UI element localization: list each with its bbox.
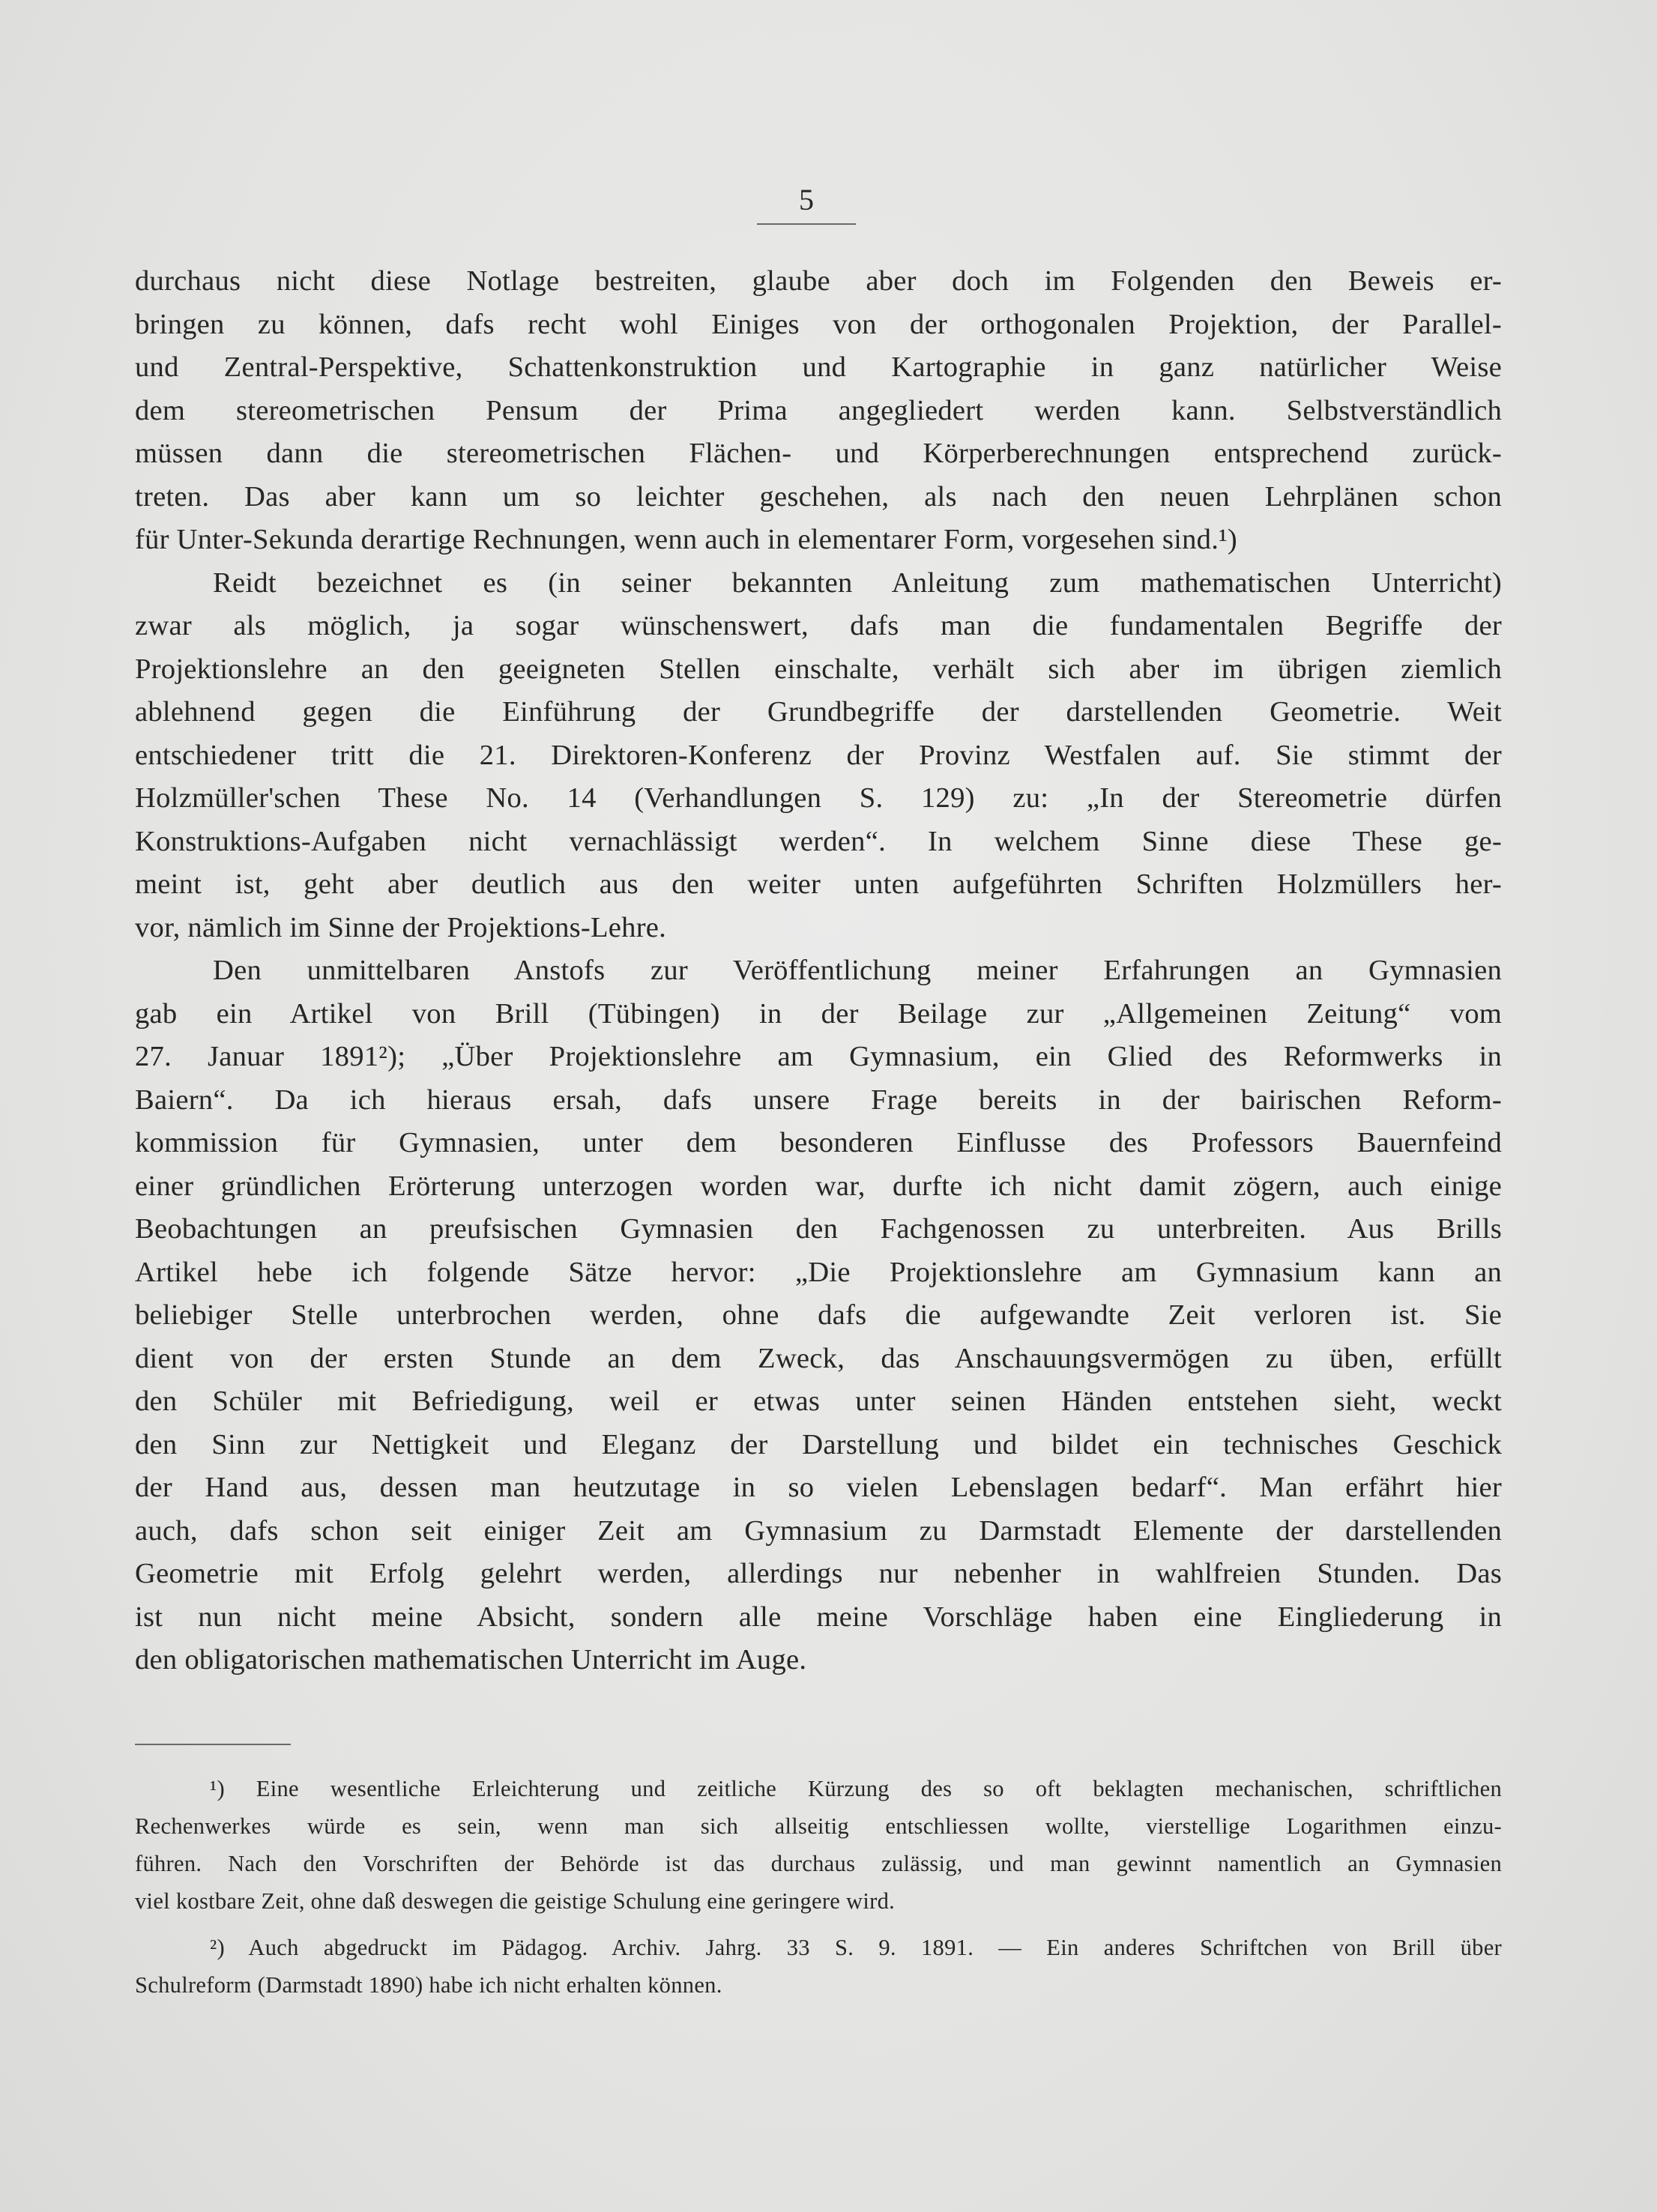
text-line: dem stereometrischen Pensum der Prima angegliedert werden kann. Selbstverständlich: [135, 394, 1502, 426]
footnote-divider: [135, 1744, 291, 1745]
footnotes: [135, 1770, 1502, 2013]
text-line: ist nun nicht meine Absicht, sondern alle meine Vorschläge haben eine Eingliederung in: [135, 1601, 1502, 1633]
paragraph-3: [135, 949, 1502, 1682]
text-line: Konstruktions-Aufgaben nicht vernachlässigt werden“. In welchem Sinne diese These ge-: [135, 825, 1502, 857]
text-line: einer gründlichen Erörterung unterzogen worden war, durfte ich nicht damit zögern, auch einige: [135, 1170, 1502, 1202]
footnote-2: [135, 1929, 1502, 2004]
text-line: den Sinn zur Nettigkeit und Eleganz der Darstellung und bildet ein technisches Geschick: [135, 1428, 1502, 1460]
text-line: Geometrie mit Erfolg gelehrt werden, allerdings nur nebenher in wahlfreien Stunden. Das: [135, 1558, 1502, 1589]
text-line: den Schüler mit Befriedigung, weil er etwas unter seinen Händen entstehen sieht, weckt: [135, 1385, 1502, 1417]
paragraph-2: [135, 562, 1502, 950]
paragraph-1: [135, 260, 1502, 562]
footnote-line: Schulreform (Darmstadt 1890) habe ich nicht erhalten können.: [135, 1972, 722, 1998]
text-line: meint ist, geht aber deutlich aus den weiter unten aufgeführten Schriften Holzmüllers her-: [135, 868, 1502, 900]
text-line: Baiern“. Da ich hieraus ersah, dafs unsere Frage bereits in der bairischen Reform-: [135, 1084, 1502, 1116]
text-line: gab ein Artikel von Brill (Tübingen) in der Beilage zur „Allgemeinen Zeitung“ vom: [135, 997, 1502, 1030]
main-text: [135, 260, 1502, 1682]
text-line: Projektionslehre an den geeigneten Stellen einschalte, verhält sich aber im übrigen ziemlich: [135, 653, 1502, 685]
text-line: entschiedener tritt die 21. Direktoren-Konferenz der Provinz Westfalen auf. Sie stimmt der: [135, 739, 1502, 771]
text-line: 27. Januar 1891²); „Über Projektionslehre am Gymnasium, ein Glied des Reformwerks in: [135, 1041, 1502, 1072]
footnote-1: [135, 1770, 1502, 1920]
text-line: Artikel hebe ich folgende Sätze hervor: „Die Projektionslehre am Gymnasium kann an: [135, 1256, 1502, 1288]
text-line: Reidt bezeichnet es (in seiner bekannten Anleitung zum mathematischen Unterricht): [213, 566, 1502, 599]
text-line: treten. Das aber kann um so leichter geschehen, als nach den neuen Lehrplänen schon: [135, 480, 1502, 513]
text-line: beliebiger Stelle unterbrochen werden, ohne dafs die aufgewandte Zeit verloren ist. Sie: [135, 1299, 1502, 1331]
text-line: zwar als möglich, ja sogar wünschenswert, dafs man die fundamentalen Begriffe der: [135, 610, 1502, 641]
text-line: den obligatorischen mathematischen Unterricht im Auge.: [135, 1644, 807, 1675]
text-line: ablehnend gegen die Einführung der Grundbegriffe der darstellenden Geometrie. Weit: [135, 696, 1502, 728]
text-line: für Unter-Sekunda derartige Rechnungen, wenn auch in elementarer Form, vorgesehen sind.¹): [135, 524, 1238, 555]
text-line: und Zentral-Perspektive, Schattenkonstruktion und Kartographie in ganz natürlicher Weise: [135, 351, 1502, 383]
text-line: auch, dafs schon seit einiger Zeit am Gymnasium zu Darmstadt Elemente der darstellenden: [135, 1514, 1502, 1547]
text-line: Beobachtungen an preufsischen Gymnasien den Fachgenossen zu unterbreiten. Aus Brills: [135, 1213, 1502, 1245]
text-line: kommission für Gymnasien, unter dem besonderen Einflusse des Professors Bauernfeind: [135, 1127, 1502, 1158]
footnote-line: ¹) Eine wesentliche Erleichterung und zeitliche Kürzung des so oft beklagten mechanischen, schriftlichen: [210, 1776, 1502, 1801]
text-line: vor, nämlich im Sinne der Projektions-Lehre.: [135, 911, 667, 943]
footnote-line: Rechenwerkes würde es sein, wenn man sich allseitig entschliessen wollte, vierstellige Logarithmen einzu-: [135, 1813, 1502, 1839]
footnote-line: viel kostbare Zeit, ohne daß deswegen die geistige Schulung eine geringere wird.: [135, 1888, 896, 1914]
text-line: Den unmittelbaren Anstofs zur Veröffentlichung meiner Erfahrungen an Gymnasien: [213, 955, 1502, 986]
text-line: dient von der ersten Stunde an dem Zweck, das Anschauungsvermögen zu üben, erfüllt: [135, 1342, 1502, 1374]
page-number: 5: [757, 181, 856, 225]
text-line: durchaus nicht diese Notlage bestreiten, glaube aber doch im Folgenden den Beweis er-: [135, 265, 1502, 297]
footnote-line: ²) Auch abgedruckt im Pädagog. Archiv. Jahrg. 33 S. 9. 1891. — Ein anderes Schriftchen von Brill über: [210, 1935, 1502, 1960]
footnote-line: führen. Nach den Vorschriften der Behörde ist das durchaus zulässig, und man gewinnt namentlich an Gymnasien: [135, 1851, 1502, 1876]
text-line: Holzmüller'schen These No. 14 (Verhandlungen S. 129) zu: „In der Stereometrie dürfen: [135, 782, 1502, 814]
text-line: bringen zu können, dafs recht wohl Einiges von der orthogonalen Projektion, der Parallel-: [135, 308, 1502, 340]
text-line: der Hand aus, dessen man heutzutage in so vielen Lebenslagen bedarf“. Man erfährt hier: [135, 1472, 1502, 1503]
text-line: müssen dann die stereometrischen Flächen- und Körperberechnungen entsprechend zurück-: [135, 438, 1502, 469]
